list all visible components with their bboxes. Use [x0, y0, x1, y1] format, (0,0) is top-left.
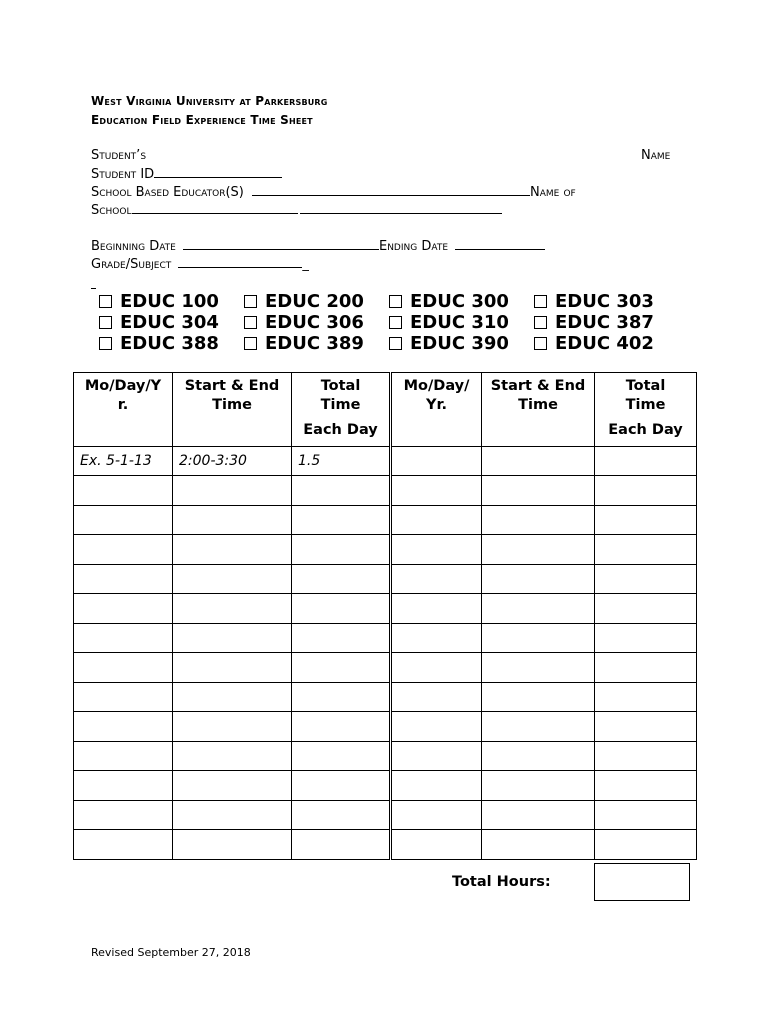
total-cell[interactable] — [292, 712, 390, 742]
educator-label: School Based Educator(S) — [91, 185, 244, 200]
date-cell[interactable] — [392, 447, 482, 476]
checkbox-icon[interactable] — [244, 316, 257, 329]
student-id-blank[interactable] — [154, 166, 282, 178]
ending-date-label: Ending Date — [378, 239, 449, 254]
checkbox-icon[interactable] — [389, 337, 402, 350]
date-cell[interactable] — [392, 682, 482, 712]
date-cell[interactable] — [74, 800, 173, 830]
time-cell[interactable] — [173, 830, 292, 860]
date-column-header: Mo/Day/Y r. — [74, 373, 173, 447]
total-cell[interactable] — [595, 623, 697, 653]
student-id-row — [91, 166, 282, 182]
course-option[interactable]: EDUC 310 — [386, 312, 531, 333]
time-cell[interactable] — [173, 476, 292, 506]
date-cell[interactable] — [392, 741, 482, 771]
course-option[interactable]: EDUC 387 — [531, 312, 676, 333]
course-option[interactable]: EDUC 388 — [96, 333, 241, 354]
date-cell[interactable] — [392, 476, 482, 506]
time-column-header: Start & End Time — [173, 373, 292, 447]
time-column-header: Start & End Time — [482, 373, 595, 447]
table-row — [74, 682, 390, 712]
time-cell[interactable] — [173, 623, 292, 653]
total-cell[interactable] — [595, 505, 697, 535]
checkbox-icon[interactable] — [99, 316, 112, 329]
time-cell[interactable] — [173, 771, 292, 801]
name-label: Name — [641, 148, 671, 163]
time-cell[interactable] — [173, 505, 292, 535]
table-row — [392, 476, 697, 506]
date-cell[interactable] — [392, 771, 482, 801]
time-cell[interactable] — [173, 535, 292, 565]
checkbox-icon[interactable] — [534, 316, 547, 329]
course-option[interactable]: EDUC 300 — [386, 291, 531, 312]
dates-row — [91, 238, 545, 254]
school-row — [91, 202, 502, 218]
timesheet-table-right — [391, 372, 697, 860]
ending-date-blank[interactable] — [455, 238, 545, 250]
table-row — [392, 505, 697, 535]
checkbox-icon[interactable] — [244, 337, 257, 350]
date-column-header: Mo/Day/ Yr. — [392, 373, 482, 447]
table-row — [74, 741, 390, 771]
date-cell[interactable] — [74, 830, 173, 860]
time-cell[interactable] — [482, 682, 595, 712]
table-row — [74, 653, 390, 683]
checkbox-icon[interactable] — [244, 295, 257, 308]
date-cell[interactable] — [392, 653, 482, 683]
date-cell[interactable] — [392, 623, 482, 653]
form-title: Education Field Experience Time Sheet — [91, 113, 313, 127]
table-row — [392, 830, 697, 860]
time-cell[interactable] — [482, 505, 595, 535]
table-row — [74, 830, 390, 860]
total-cell[interactable] — [595, 476, 697, 506]
table-row — [74, 505, 390, 535]
time-cell[interactable] — [173, 741, 292, 771]
table-row — [74, 712, 390, 742]
revised-date: Revised September 27, 2018 — [91, 946, 251, 959]
example-row — [74, 447, 390, 476]
course-option[interactable]: EDUC 200 — [241, 291, 386, 312]
table-row — [392, 594, 697, 624]
total-cell[interactable] — [595, 741, 697, 771]
timesheet-table-left — [73, 372, 390, 860]
total-cell[interactable] — [595, 535, 697, 565]
date-cell[interactable] — [74, 505, 173, 535]
time-cell[interactable] — [482, 712, 595, 742]
total-hours-box[interactable] — [594, 863, 690, 901]
beginning-date-blank[interactable] — [183, 238, 379, 250]
institution-title: West Virginia University at Parkersburg — [91, 94, 328, 108]
total-cell[interactable] — [595, 564, 697, 594]
checkbox-icon[interactable] — [389, 295, 402, 308]
date-cell[interactable] — [74, 741, 173, 771]
student-id-label: Student ID — [91, 167, 155, 182]
date-cell[interactable] — [74, 771, 173, 801]
table-row — [392, 800, 697, 830]
example-total: 1.5 — [292, 447, 390, 476]
table-row — [392, 653, 697, 683]
checkbox-icon[interactable] — [99, 337, 112, 350]
total-cell[interactable] — [595, 800, 697, 830]
time-cell[interactable] — [482, 653, 595, 683]
grade-row — [91, 256, 309, 272]
course-option[interactable]: EDUC 100 — [96, 291, 241, 312]
course-row — [96, 333, 676, 354]
course-row — [96, 291, 676, 312]
name-of-label: Name of — [530, 185, 576, 200]
date-cell[interactable] — [74, 623, 173, 653]
course-option[interactable]: EDUC 389 — [241, 333, 386, 354]
school-blank-2[interactable] — [300, 202, 502, 214]
date-cell[interactable] — [74, 712, 173, 742]
total-cell[interactable] — [292, 741, 390, 771]
course-option[interactable]: EDUC 303 — [531, 291, 676, 312]
table-row — [392, 447, 697, 476]
example-date: Ex. 5-1-13 — [74, 447, 173, 476]
school-blank-1[interactable] — [132, 202, 298, 214]
time-cell[interactable] — [482, 623, 595, 653]
total-cell[interactable] — [292, 623, 390, 653]
total-hours-label: Total Hours: — [452, 874, 551, 890]
date-cell[interactable] — [74, 682, 173, 712]
time-cell[interactable] — [482, 447, 595, 476]
table-row — [392, 623, 697, 653]
total-cell[interactable] — [595, 653, 697, 683]
date-cell[interactable] — [74, 653, 173, 683]
total-cell[interactable] — [292, 564, 390, 594]
total-cell[interactable] — [595, 447, 697, 476]
course-option[interactable]: EDUC 390 — [386, 333, 531, 354]
date-cell[interactable] — [392, 830, 482, 860]
total-cell[interactable] — [292, 771, 390, 801]
total-cell[interactable] — [292, 505, 390, 535]
date-cell[interactable] — [392, 594, 482, 624]
course-option[interactable]: EDUC 304 — [96, 312, 241, 333]
example-time: 2:00-3:30 — [173, 447, 292, 476]
school-label: School — [91, 203, 132, 218]
table-row — [392, 564, 697, 594]
time-cell[interactable] — [482, 741, 595, 771]
date-cell[interactable] — [74, 535, 173, 565]
date-cell[interactable] — [74, 564, 173, 594]
total-column-header: Total Time Each Day — [292, 373, 390, 447]
date-cell[interactable] — [74, 476, 173, 506]
date-cell[interactable] — [392, 505, 482, 535]
total-cell[interactable] — [595, 682, 697, 712]
time-cell[interactable] — [173, 653, 292, 683]
total-cell[interactable] — [595, 712, 697, 742]
total-cell[interactable] — [595, 830, 697, 860]
table-row — [74, 771, 390, 801]
educator-blank[interactable] — [252, 184, 530, 196]
total-cell[interactable] — [292, 800, 390, 830]
date-cell[interactable] — [74, 594, 173, 624]
time-cell[interactable] — [482, 476, 595, 506]
grade-trailing-mark: _ — [302, 257, 309, 272]
date-cell[interactable] — [392, 564, 482, 594]
total-cell[interactable] — [595, 594, 697, 624]
checkbox-icon[interactable] — [389, 316, 402, 329]
time-cell[interactable] — [482, 535, 595, 565]
time-cell[interactable] — [482, 564, 595, 594]
checkbox-icon[interactable] — [534, 337, 547, 350]
table-row — [74, 564, 390, 594]
total-column-header: Total Time Each Day — [595, 373, 697, 447]
total-cell[interactable] — [292, 535, 390, 565]
date-cell[interactable] — [392, 800, 482, 830]
time-cell[interactable] — [173, 564, 292, 594]
table-row — [74, 535, 390, 565]
date-cell[interactable] — [392, 712, 482, 742]
educator-row — [91, 184, 576, 200]
time-cell[interactable] — [482, 594, 595, 624]
date-cell[interactable] — [392, 535, 482, 565]
table-row — [74, 594, 390, 624]
course-option[interactable]: EDUC 306 — [241, 312, 386, 333]
stray-underline — [91, 288, 96, 289]
table-row — [74, 476, 390, 506]
total-cell[interactable] — [292, 476, 390, 506]
table-row — [74, 800, 390, 830]
table-row — [392, 771, 697, 801]
time-cell[interactable] — [482, 830, 595, 860]
course-checklist — [96, 291, 676, 354]
time-cell[interactable] — [173, 682, 292, 712]
students-label: Student’s — [91, 148, 147, 163]
table-row — [74, 623, 390, 653]
time-cell[interactable] — [482, 800, 595, 830]
table-row — [392, 741, 697, 771]
grade-subject-label: Grade/Subject — [91, 257, 172, 272]
total-cell[interactable] — [292, 682, 390, 712]
total-cell[interactable] — [595, 771, 697, 801]
table-row — [392, 712, 697, 742]
time-cell[interactable] — [482, 771, 595, 801]
grade-subject-blank[interactable] — [178, 256, 302, 268]
time-cell[interactable] — [173, 594, 292, 624]
total-cell[interactable] — [292, 653, 390, 683]
total-cell[interactable] — [292, 594, 390, 624]
beginning-date-label: Beginning Date — [91, 239, 176, 254]
course-option[interactable]: EDUC 402 — [531, 333, 676, 354]
time-cell[interactable] — [173, 712, 292, 742]
table-row — [392, 535, 697, 565]
checkbox-icon[interactable] — [534, 295, 547, 308]
checkbox-icon[interactable] — [99, 295, 112, 308]
course-row — [96, 312, 676, 333]
time-cell[interactable] — [173, 800, 292, 830]
table-row — [392, 682, 697, 712]
total-cell[interactable] — [292, 830, 390, 860]
